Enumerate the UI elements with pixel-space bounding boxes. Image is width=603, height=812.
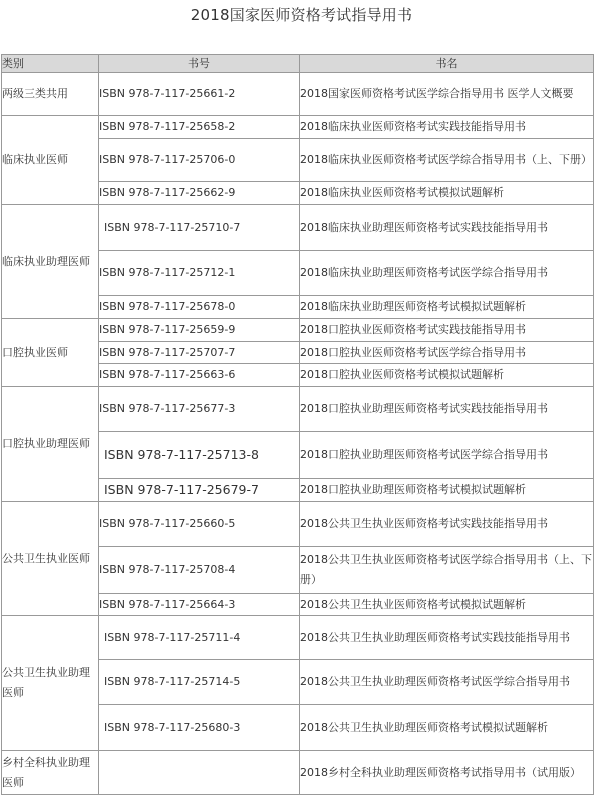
- book-name-cell: 2018公共卫生执业助理医师资格考试实践技能指导用书: [300, 616, 594, 660]
- book-name-cell: 2018口腔执业助理医师资格考试实践技能指导用书: [300, 387, 594, 432]
- category-cell: 口腔执业助理医师: [2, 387, 99, 502]
- isbn-cell: ISBN 978-7-117-25713-8: [99, 432, 300, 479]
- document-title: 2018国家医师资格考试指导用书: [190, 6, 413, 24]
- table-row: [2, 616, 594, 660]
- book-name-cell: 2018国家医师资格考试医学综合指导用书 医学人文概要: [300, 73, 594, 116]
- book-name-cell: 2018口腔执业医师资格考试医学综合指导用书: [300, 342, 594, 364]
- book-name-cell: 2018口腔执业医师资格考试实践技能指导用书: [300, 319, 594, 342]
- isbn-cell: ISBN 978-7-117-25679-7: [99, 479, 300, 502]
- category-cell: 乡村全科执业助理医师: [2, 751, 99, 795]
- category-cell: 临床执业医师: [2, 116, 99, 205]
- isbn-cell: ISBN 978-7-117-25658-2: [99, 116, 300, 139]
- isbn-cell: ISBN 978-7-117-25706-0: [99, 139, 300, 182]
- book-name-cell: 2018公共卫生执业医师资格考试实践技能指导用书: [300, 502, 594, 547]
- isbn-cell: ISBN 978-7-117-25714-5: [99, 660, 300, 705]
- book-name-cell: 2018口腔执业助理医师资格考试模拟试题解析: [300, 479, 594, 502]
- isbn-cell: ISBN 978-7-117-25708-4: [99, 547, 300, 594]
- book-name-cell: 2018临床执业助理医师资格考试实践技能指导用书: [300, 205, 594, 251]
- category-cell: 公共卫生执业助理医师: [2, 616, 99, 751]
- book-name-cell: 2018临床执业医师资格考试实践技能指导用书: [300, 116, 594, 139]
- table-row: [2, 751, 594, 795]
- table-row: [2, 205, 594, 251]
- book-name-cell: 2018口腔执业医师资格考试模拟试题解析: [300, 364, 594, 387]
- table-row: [2, 73, 594, 116]
- category-cell: 口腔执业医师: [2, 319, 99, 387]
- book-name-cell: 2018临床执业医师资格考试模拟试题解析: [300, 182, 594, 205]
- isbn-cell: ISBN 978-7-117-25662-9: [99, 182, 300, 205]
- book-name-cell: 2018公共卫生执业医师资格考试模拟试题解析: [300, 594, 594, 616]
- book-name-cell: 2018临床执业助理医师资格考试模拟试题解析: [300, 296, 594, 319]
- isbn-cell: ISBN 978-7-117-25661-2: [99, 73, 300, 116]
- isbn-cell: ISBN 978-7-117-25711-4: [99, 616, 300, 660]
- book-name-cell: 2018公共卫生执业助理医师资格考试模拟试题解析: [300, 705, 594, 751]
- isbn-cell: ISBN 978-7-117-25710-7: [99, 205, 300, 251]
- table-row: [2, 502, 594, 547]
- isbn-cell: ISBN 978-7-117-25678-0: [99, 296, 300, 319]
- category-cell: 公共卫生执业医师: [2, 502, 99, 616]
- book-name-cell: 2018临床执业助理医师资格考试医学综合指导用书: [300, 251, 594, 296]
- table-row: [2, 387, 594, 432]
- table-row: [2, 116, 594, 139]
- header-book-name: 书名: [300, 55, 594, 73]
- header-isbn: 书号: [99, 55, 300, 73]
- isbn-cell: ISBN 978-7-117-25680-3: [99, 705, 300, 751]
- book-name-cell: 2018公共卫生执业助理医师资格考试医学综合指导用书: [300, 660, 594, 705]
- isbn-cell: ISBN 978-7-117-25659-9: [99, 319, 300, 342]
- header-category: 类别: [2, 55, 99, 73]
- isbn-cell: ISBN 978-7-117-25664-3: [99, 594, 300, 616]
- book-name-cell: 2018口腔执业助理医师资格考试医学综合指导用书: [300, 432, 594, 479]
- book-name-cell: 2018乡村全科执业助理医师资格考试指导用书（试用版）: [300, 751, 594, 795]
- table-row: [2, 319, 594, 342]
- isbn-cell: ISBN 978-7-117-25707-7: [99, 342, 300, 364]
- book-table: [1, 54, 594, 795]
- category-cell: 临床执业助理医师: [2, 205, 99, 319]
- isbn-cell: ISBN 978-7-117-25677-3: [99, 387, 300, 432]
- isbn-cell: ISBN 978-7-117-25660-5: [99, 502, 300, 547]
- table-header-row: [2, 55, 594, 73]
- book-name-cell: 2018临床执业医师资格考试医学综合指导用书（上、下册）: [300, 139, 594, 182]
- book-name-cell: 2018公共卫生执业医师资格考试医学综合指导用书（上、下册）: [300, 547, 594, 594]
- category-cell: 两级三类共用: [2, 73, 99, 116]
- isbn-cell: ISBN 978-7-117-25712-1: [99, 251, 300, 296]
- isbn-cell: [99, 751, 300, 795]
- isbn-cell: ISBN 978-7-117-25663-6: [99, 364, 300, 387]
